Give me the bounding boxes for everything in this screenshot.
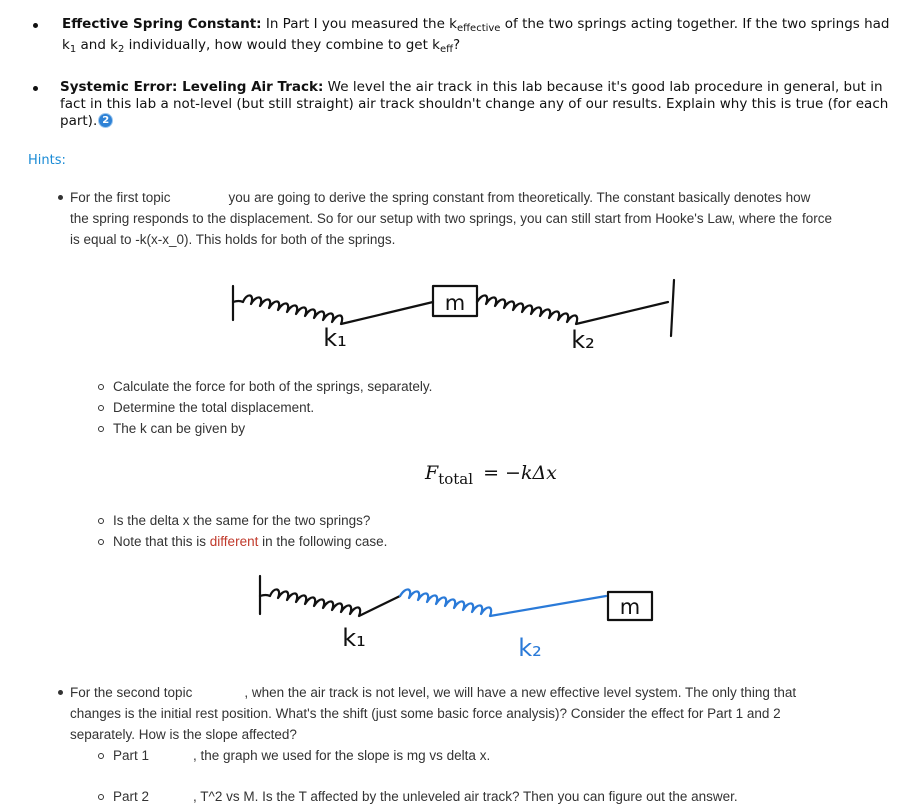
spring-diagram-parallel-chain [250,568,660,668]
sub-item: Is the delta x the same for the two springs? [113,513,371,528]
bullet [58,690,63,695]
sub-bullet [98,794,104,800]
question-title: Effective Spring Constant: [62,16,262,32]
right-wall [671,280,674,336]
sub-bullet [98,753,104,759]
spring-diagram-series [225,272,690,362]
spring-k2 [400,589,606,616]
sub-bullet [98,384,104,390]
sub-bullet [98,405,104,411]
sub-bullet [98,539,104,545]
spring-k1 [233,295,433,324]
question-spring-constant: Effective Spring Constant: In Part I you measured the $k_{effective}$ of the two springs acting together. If the two springs had $k_1$ and $k_2$ individually, how would they combine to get $k_{eff}$? [62,16,890,55]
bullet [33,23,38,28]
spring-k2 [477,295,668,324]
mass-label: m [444,291,466,315]
mass-label: m [619,595,641,619]
k2-label: k₂ [571,326,595,354]
footnote-badge[interactable]: 2 [99,114,112,127]
k1-label: k₁ [323,324,347,352]
spring-k1 [260,589,400,616]
formula-hooke: $F_{total} = -k\Delta x$ [425,462,557,488]
sub-bullet [98,426,104,432]
part1-item: Part 1 , the graph we used for the slope is mg vs delta x. [113,748,491,763]
sub-item: Determine the total displacement. [113,400,315,415]
highlight-different: different [209,534,259,549]
bullet [58,195,63,200]
part2-item: Part 2 , T^2 vs M. Is the T affected by the unleveled air track? Then you can figure out the answer. [113,789,738,804]
k2-label: k₂ [518,634,542,662]
sub-item: The k can be given by [113,421,246,436]
hint-first-topic: For the first topic you are going to derive the spring constant from theoretically. The constant basically denotes how the spring responds to the displacement. So for our setup with two springs, you can still start from Hooke's Law, where the force is equal to -k(x-x_0). This holds for both of the springs. [70,190,832,247]
bullet [33,86,38,91]
hints-label: Hints: [28,153,66,168]
sub-item: Calculate the force for both of the springs, separately. [113,379,433,394]
sub-item: Note that this is different in the following case. [113,534,388,549]
question-leveling: Systemic Error: Leveling Air Track: We level the air track in this lab because it's good lab procedure in general, but in fact in this lab a not-level (but still straight) air track shouldn't change any of our results. Explain why this is true (for each part). 2 [60,79,889,129]
hint-second-topic: For the second topic , when the air track is not level, we will have a new effective level system. The only thing that changes is the initial rest position. What's the shift (just some basic force analysis)? Consider the effect for Part 1 and 2 separately. How is the slope affected? [70,685,797,742]
k1-label: k₁ [342,624,366,652]
question-title: Systemic Error: Leveling Air Track: [60,79,324,95]
sub-bullet [98,518,104,524]
